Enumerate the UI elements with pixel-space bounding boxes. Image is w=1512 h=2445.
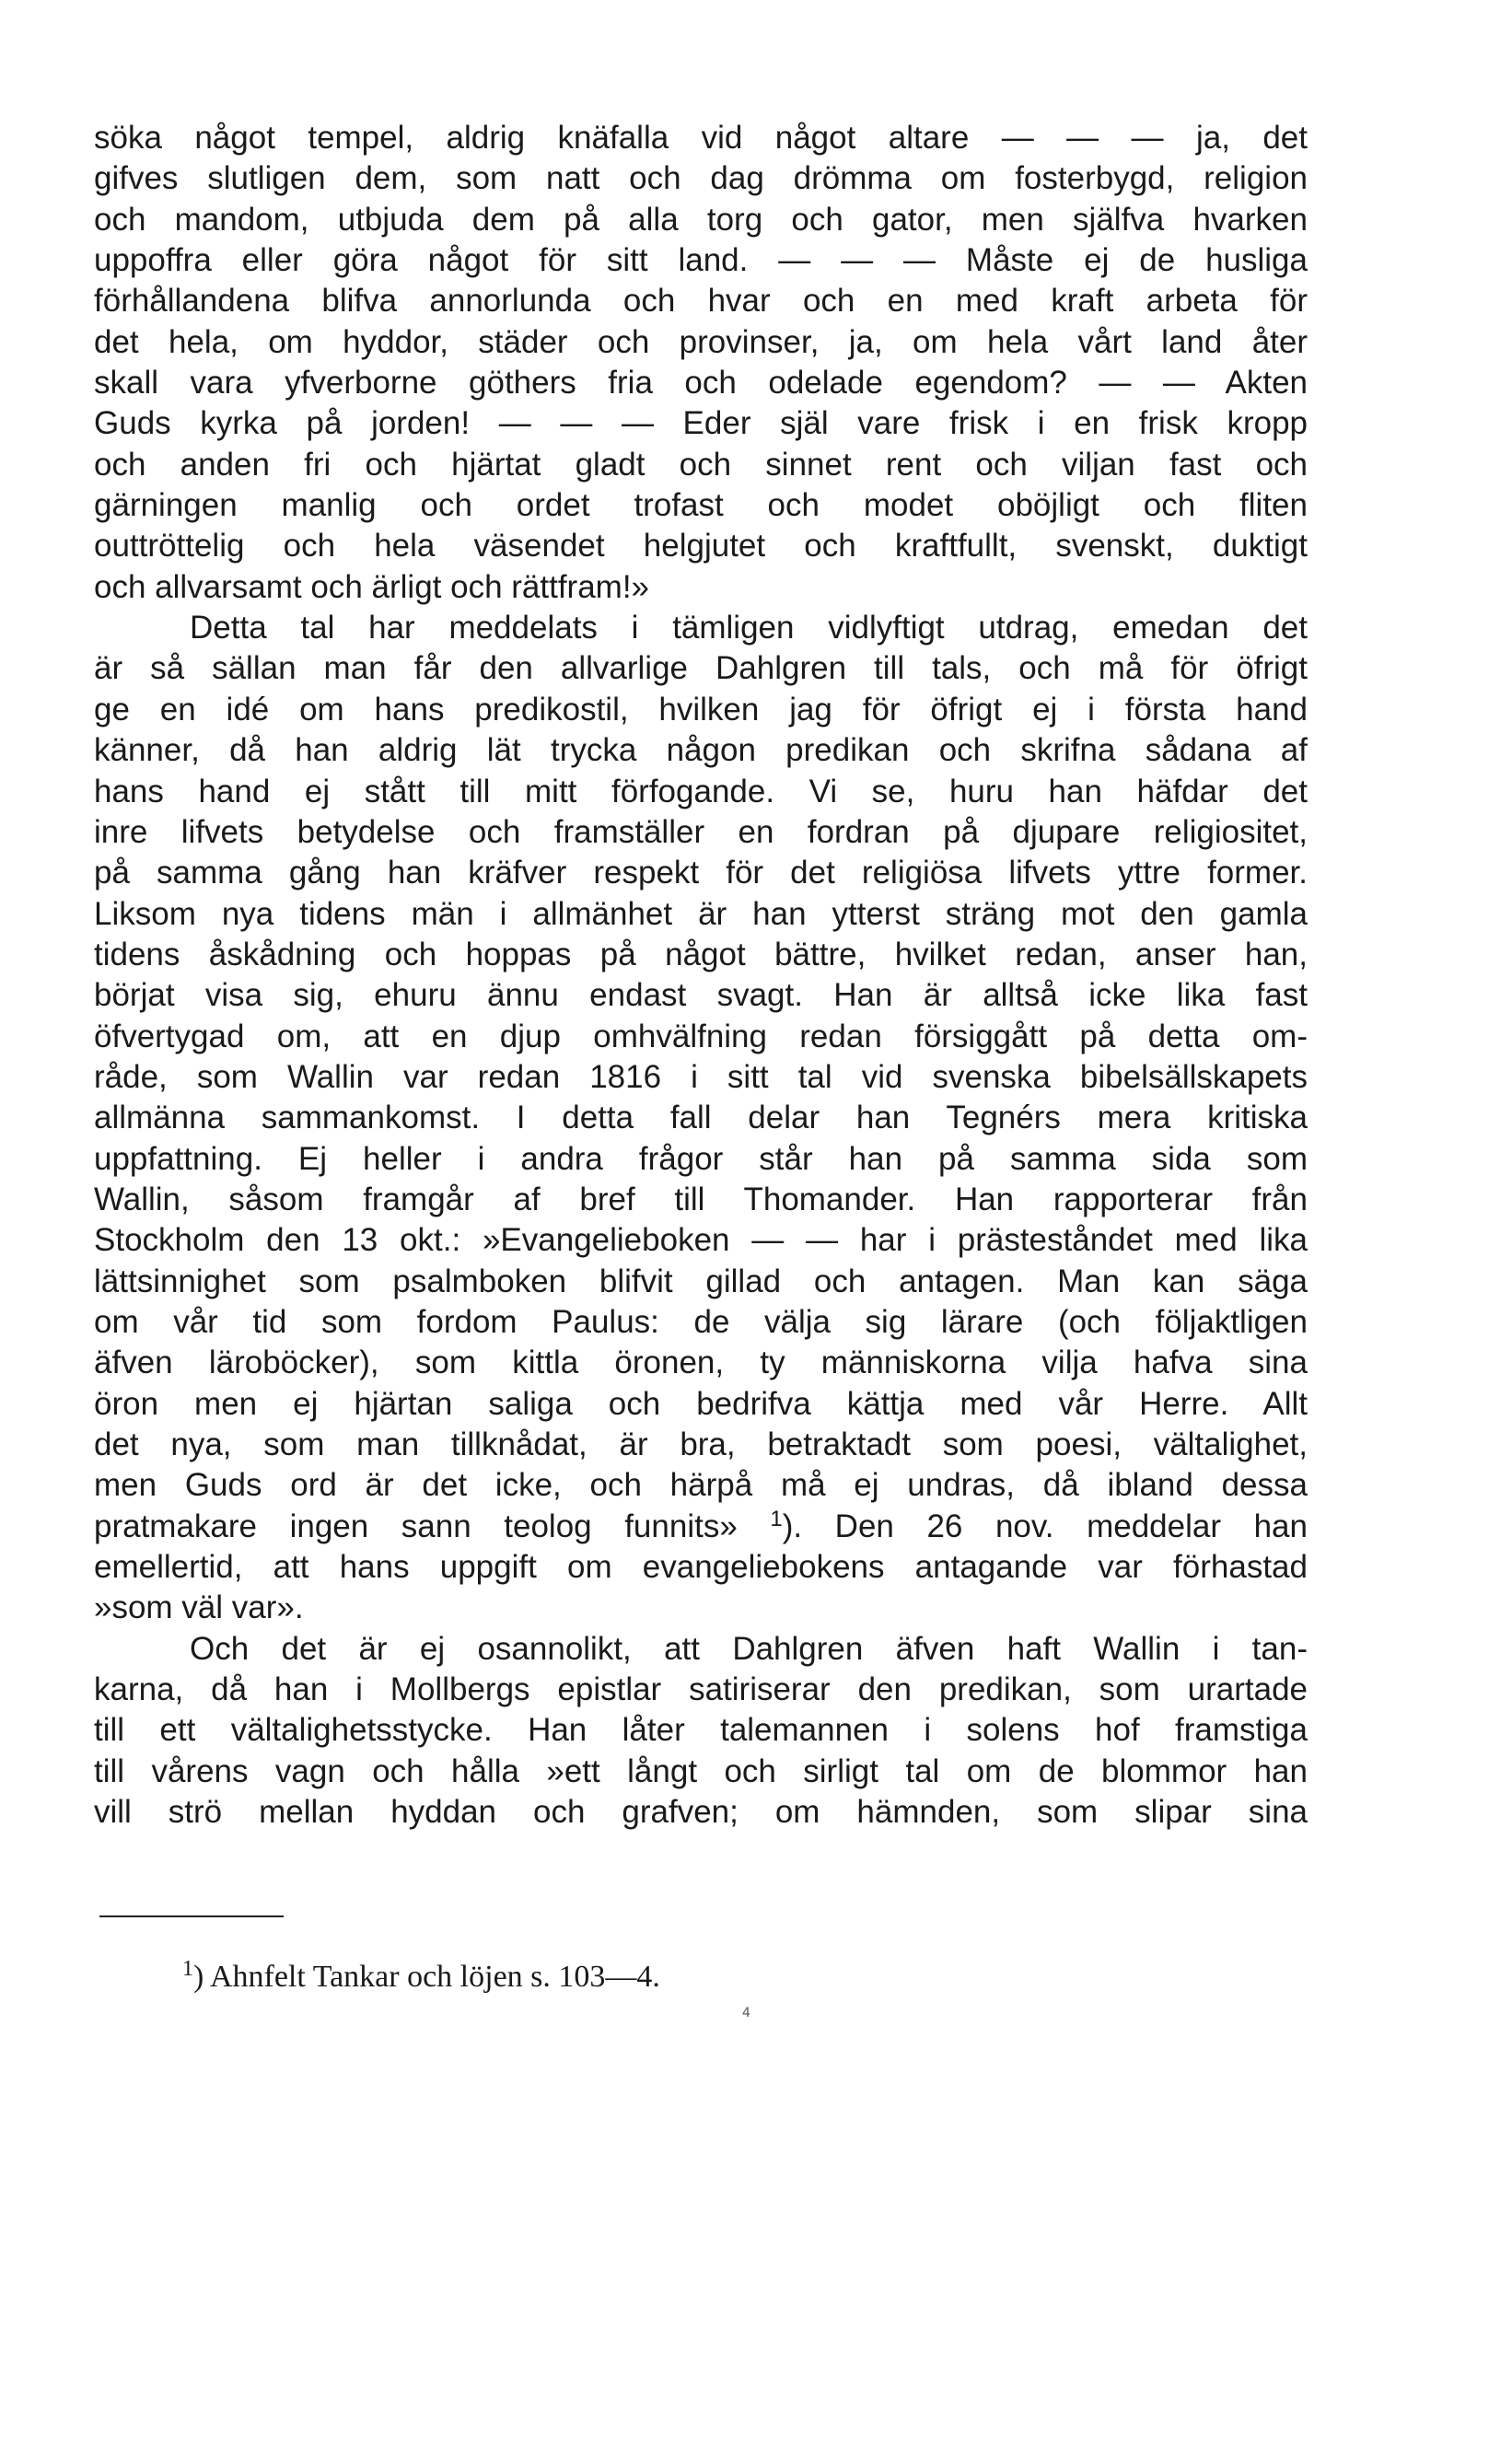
page-mark: 4: [742, 2006, 750, 2020]
text-line: Guds kyrka på jorden! — — — Eder själ vare frisk i en frisk kropp: [94, 405, 1308, 442]
text-line: outtröttelig och hela väsendet helgjutet och kraftfullt, svenskt, duktigt: [94, 528, 1308, 565]
text-line: på samma gång han kräfver respekt för det religiösa lifvets yttre former.: [94, 855, 1308, 891]
text-line: inre lifvets betydelse och framställer en fordran på djupare religiositet,: [94, 813, 1308, 850]
text-line: gärningen manlig och ordet trofast och modet oböjligt och fliten: [94, 487, 1308, 524]
text-line: det nya, som man tillknådat, är bra, betraktadt som poesi, vältalighet,: [94, 1426, 1308, 1462]
text-line: emellertid, att hans uppgift om evangeliebokens antagande var förhastad: [94, 1549, 1308, 1586]
footnote-divider: [99, 1915, 284, 1917]
text-line: hans hand ej stått till mitt förfogande. Vi se, huru han häfdar det: [94, 773, 1308, 809]
text-line: förhållandena blifva annorlunda och hvar och en med kraft arbeta för: [94, 283, 1308, 320]
text-line: allmänna sammankomst. I detta fall delar han Tegnérs mera kritiska: [94, 1100, 1308, 1136]
text-line: råde, som Wallin var redan 1816 i sitt tal vid svenska bibelsällskapets: [94, 1058, 1308, 1095]
text-line: börjat visa sig, ehuru ännu endast svagt. Han är alltså icke lika fast: [94, 977, 1308, 1014]
text-line: ge en idé om hans predikostil, hvilken jag för öfrigt ej i första hand: [94, 691, 1308, 728]
text-line: söka något tempel, aldrig knäfalla vid något altare — — — ja, det: [94, 120, 1308, 156]
text-line: om vår tid som fordom Paulus: de välja sig lärare (och följaktligen: [94, 1303, 1308, 1340]
text-line: uppfattning. Ej heller i andra frågor står han på samma sida som: [94, 1140, 1308, 1177]
footnote-text: ) Ahnfelt Tankar och löjen s. 103—4.: [193, 1960, 660, 1994]
text-line: uppoffra eller göra något för sitt land. — — — Måste ej de husliga: [94, 242, 1308, 279]
paragraph-start-line: Och det är ej osannolikt, att Dahlgren äfven haft Wallin i tan-: [190, 1630, 1308, 1667]
text-line: och anden fri och hjärtat gladt och sinnet rent och viljan fast och: [94, 446, 1308, 483]
text-line: »som väl var».: [94, 1589, 304, 1626]
text-line: Liksom nya tidens män i allmänhet är han ytterst sträng mot den gamla: [94, 895, 1308, 932]
text-line: karna, då han i Mollbergs epistlar satiriserar den predikan, som urartade: [94, 1671, 1308, 1708]
text-line: vill strö mellan hyddan och grafven; om hämnden, som slipar sina: [94, 1794, 1308, 1831]
text-line: och allvarsamt och ärligt och rättfram!»: [94, 568, 650, 605]
text-line: till ett vältalighetsstycke. Han låter talemannen i solens hof framstiga: [94, 1712, 1308, 1749]
text-line: skall vara yfverborne göthers fria och odelade egendom? — — Akten: [94, 365, 1308, 402]
text-line: Wallin, såsom framgår af bref till Thomander. Han rapporterar från: [94, 1181, 1308, 1217]
text-line: och mandom, utbjuda dem på alla torg och gator, men själfva hvarken: [94, 201, 1308, 238]
text-line: öron men ej hjärtan saliga och bedrifva kättja med vår Herre. Allt: [94, 1385, 1308, 1422]
footnote: [182, 1957, 660, 1997]
text-line: öfvertygad om, att en djup omhvälfning redan försiggått på detta om-: [94, 1018, 1308, 1054]
text-line: känner, då han aldrig lät trycka någon predikan och skrifna sådana af: [94, 732, 1308, 769]
text-line: tidens åskådning och hoppas på något bättre, hvilket redan, anser han,: [94, 936, 1308, 972]
footnote-reference: 1: [770, 1506, 783, 1531]
paragraph-start-line: Detta tal har meddelats i tämligen vidlyftigt utdrag, emedan det: [190, 610, 1308, 646]
text-line: gifves slutligen dem, som natt och dag drömma om fosterbygd, religion: [94, 160, 1308, 197]
text-line-with-footnote-ref: [94, 1507, 1308, 1547]
body-text: [94, 118, 1308, 1833]
text-line: äfven läroböcker), som kittla öronen, ty människorna vilja hafva sina: [94, 1345, 1308, 1381]
line-text-before-ref: pratmakare ingen sann teolog funnits»: [94, 1508, 738, 1544]
text-line: är så sällan man får den allvarlige Dahlgren till tals, och må för öfrigt: [94, 650, 1308, 687]
text-line: lättsinnighet som psalmboken blifvit gillad och antagen. Man kan säga: [94, 1263, 1308, 1299]
text-line: det hela, om hyddor, städer och provinser, ja, om hela vårt land åter: [94, 323, 1308, 360]
text-line: till vårens vagn och hålla »ett långt och sirligt tal om de blommor han: [94, 1752, 1308, 1789]
footnote-marker: 1: [182, 1957, 193, 1981]
text-line: Stockholm den 13 okt.: »Evangelieboken — — har i prästeståndet med lika: [94, 1222, 1308, 1259]
text-line: men Guds ord är det icke, och härpå må ej undras, då ibland dessa: [94, 1467, 1308, 1504]
line-text-after-ref: ). Den 26 nov. meddelar han: [782, 1508, 1308, 1544]
